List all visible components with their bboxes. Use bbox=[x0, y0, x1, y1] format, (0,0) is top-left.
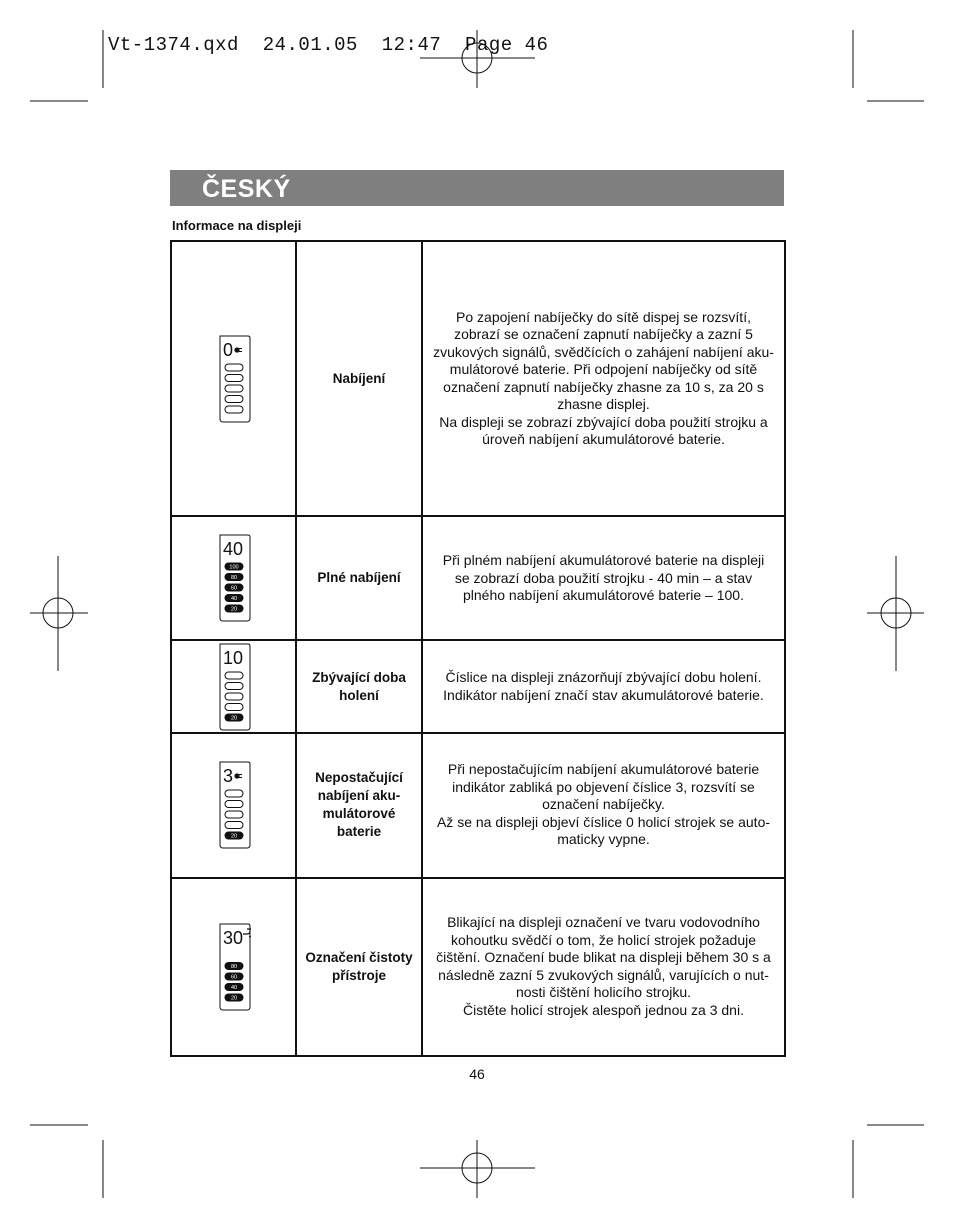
description-line: mulátorové baterie. Při odpojení nabíječky od sítě bbox=[449, 361, 758, 378]
language-title: ČESKÝ bbox=[202, 175, 291, 203]
description-cell bbox=[422, 878, 785, 1056]
display-icon-cell bbox=[171, 878, 296, 1056]
description-cell bbox=[422, 733, 785, 878]
battery-segment-label: 40 bbox=[230, 984, 237, 991]
state-label-line: mulátorové bbox=[322, 806, 396, 822]
registration-target-right bbox=[867, 556, 924, 671]
battery-segment bbox=[225, 385, 243, 392]
battery-segment-label: 100 bbox=[228, 564, 239, 571]
battery-segment bbox=[225, 801, 243, 808]
state-label-line: Nepostačující bbox=[315, 770, 403, 786]
lcd-display-icon bbox=[217, 761, 251, 849]
description-line: čištění. Označení bude blikat na displeji během 30 s a bbox=[436, 949, 771, 966]
description-cell bbox=[422, 516, 785, 640]
battery-segment-label: 20 bbox=[230, 833, 237, 840]
lcd-number: 3 bbox=[222, 766, 233, 787]
description-line: zhasne displej. bbox=[557, 396, 650, 413]
battery-segment-label: 20 bbox=[230, 715, 237, 722]
battery-segment bbox=[225, 682, 243, 689]
battery-segment-label: 80 bbox=[230, 575, 237, 582]
description-line: nosti čištění holicího strojku. bbox=[515, 984, 692, 1001]
page-number: 46 bbox=[469, 1066, 485, 1082]
registration-target-left bbox=[30, 556, 88, 671]
description-line: Indikátor nabíjení značí stav akumulátorové baterie. bbox=[443, 686, 764, 703]
display-icon-cell bbox=[171, 733, 296, 878]
display-info-table bbox=[170, 240, 786, 1057]
description-line: Po zapojení nabíječky do sítě dispej se rozsvítí, bbox=[456, 308, 751, 325]
state-label-line: nabíjení aku- bbox=[317, 788, 401, 804]
description-line: Při nepostačujícím nabíjení akumulátorové baterie bbox=[447, 761, 760, 778]
description-line: Na displeji se zobrazí zbývající doba použití strojku a bbox=[439, 413, 768, 430]
battery-segment bbox=[225, 374, 243, 381]
battery-segment-label: 20 bbox=[230, 995, 237, 1002]
battery-segment bbox=[225, 672, 243, 679]
table-row bbox=[171, 516, 785, 640]
lcd-number: 0 bbox=[222, 339, 233, 360]
state-label-line: baterie bbox=[336, 824, 382, 840]
lcd-display-icon bbox=[217, 335, 251, 423]
battery-segment-label: 60 bbox=[230, 585, 237, 592]
battery-segment bbox=[225, 811, 243, 818]
battery-segment bbox=[225, 395, 243, 402]
description-line: maticky vypne. bbox=[557, 831, 650, 848]
table-row bbox=[171, 733, 785, 878]
lcd-display-icon bbox=[217, 643, 251, 731]
state-label-line: holení bbox=[339, 687, 379, 703]
file-slug: Vt-1374.qxd 24.01.05 12:47 Page 46 bbox=[108, 34, 549, 56]
description-line: následně zazní 5 zvukových signálů, varujících o nut- bbox=[438, 966, 769, 983]
state-label-cell bbox=[296, 733, 422, 878]
battery-segment bbox=[225, 364, 243, 371]
state-label-cell bbox=[296, 241, 422, 516]
battery-segment bbox=[225, 693, 243, 700]
display-icon-cell bbox=[171, 516, 296, 640]
lcd-number: 10 bbox=[222, 647, 243, 668]
table-row bbox=[171, 878, 785, 1056]
section-title: Informace na displeji bbox=[172, 218, 302, 233]
description-cell bbox=[422, 640, 785, 732]
table-row bbox=[171, 640, 785, 732]
state-label-line: Označení čistoty bbox=[305, 949, 413, 965]
battery-segment bbox=[225, 822, 243, 829]
display-icon-cell bbox=[171, 640, 296, 732]
battery-segment bbox=[225, 703, 243, 710]
lcd-display-icon bbox=[217, 923, 251, 1011]
description-line: indikátor zabliká po objevení číslice 3, rozsvítí se bbox=[452, 778, 755, 795]
state-label-line: Zbývající doba bbox=[312, 669, 406, 685]
state-label-line: Nabíjení bbox=[332, 370, 386, 386]
state-label-line: Plné nabíjení bbox=[317, 570, 401, 586]
description-line: plného nabíjení akumulátorové baterie – 100. bbox=[463, 587, 744, 604]
battery-segment bbox=[225, 406, 243, 413]
description-line: se zobrazí doba použití strojku - 40 min – a stav bbox=[454, 569, 753, 586]
description-line: označení nabíječky. bbox=[542, 796, 665, 813]
description-line: Čistěte holicí strojek alespoň jednou za 3 dni. bbox=[463, 1001, 744, 1018]
state-label-cell bbox=[296, 516, 422, 640]
description-line: Až se na displeji objeví číslice 0 holicí strojek se auto- bbox=[436, 813, 771, 830]
description-line: Blikající na displeji označení ve tvaru vodovodního bbox=[447, 914, 760, 931]
battery-segment-label: 80 bbox=[230, 963, 237, 970]
state-label-cell bbox=[296, 878, 422, 1056]
description-line: Číslice na displeji znázorňují zbývající dobu holení. bbox=[445, 669, 762, 686]
lcd-display-icon bbox=[217, 534, 251, 622]
registration-target-bottom bbox=[420, 1140, 535, 1198]
description-line: Při plném nabíjení akumulátorové baterie na displeji bbox=[442, 552, 765, 569]
display-icon-cell bbox=[171, 241, 296, 516]
description-line: zobrazí se označení zapnutí nabíječky a zazní 5 bbox=[454, 326, 753, 343]
battery-segment bbox=[225, 790, 243, 797]
lcd-number: 40 bbox=[222, 539, 243, 560]
table-row bbox=[171, 241, 785, 516]
battery-segment-label: 60 bbox=[230, 974, 237, 981]
description-line: označení zapnutí nabíječky zhasne za 10 s, za 20 s bbox=[443, 378, 764, 395]
battery-segment-label: 40 bbox=[230, 596, 237, 603]
lcd-number: 30 bbox=[222, 927, 243, 948]
description-line: zvukových signálů, svědčících o zahájení nabíjení aku- bbox=[433, 343, 774, 360]
state-label-cell bbox=[296, 640, 422, 732]
description-line: úroveň nabíjení akumulátorové baterie. bbox=[482, 431, 725, 448]
description-cell bbox=[422, 241, 785, 516]
language-header-bar bbox=[170, 170, 784, 206]
description-line: kohoutku svědčí o tom, že holicí strojek požaduje bbox=[450, 931, 757, 948]
battery-segment-label: 20 bbox=[230, 606, 237, 613]
state-label-line: přístroje bbox=[331, 967, 386, 983]
